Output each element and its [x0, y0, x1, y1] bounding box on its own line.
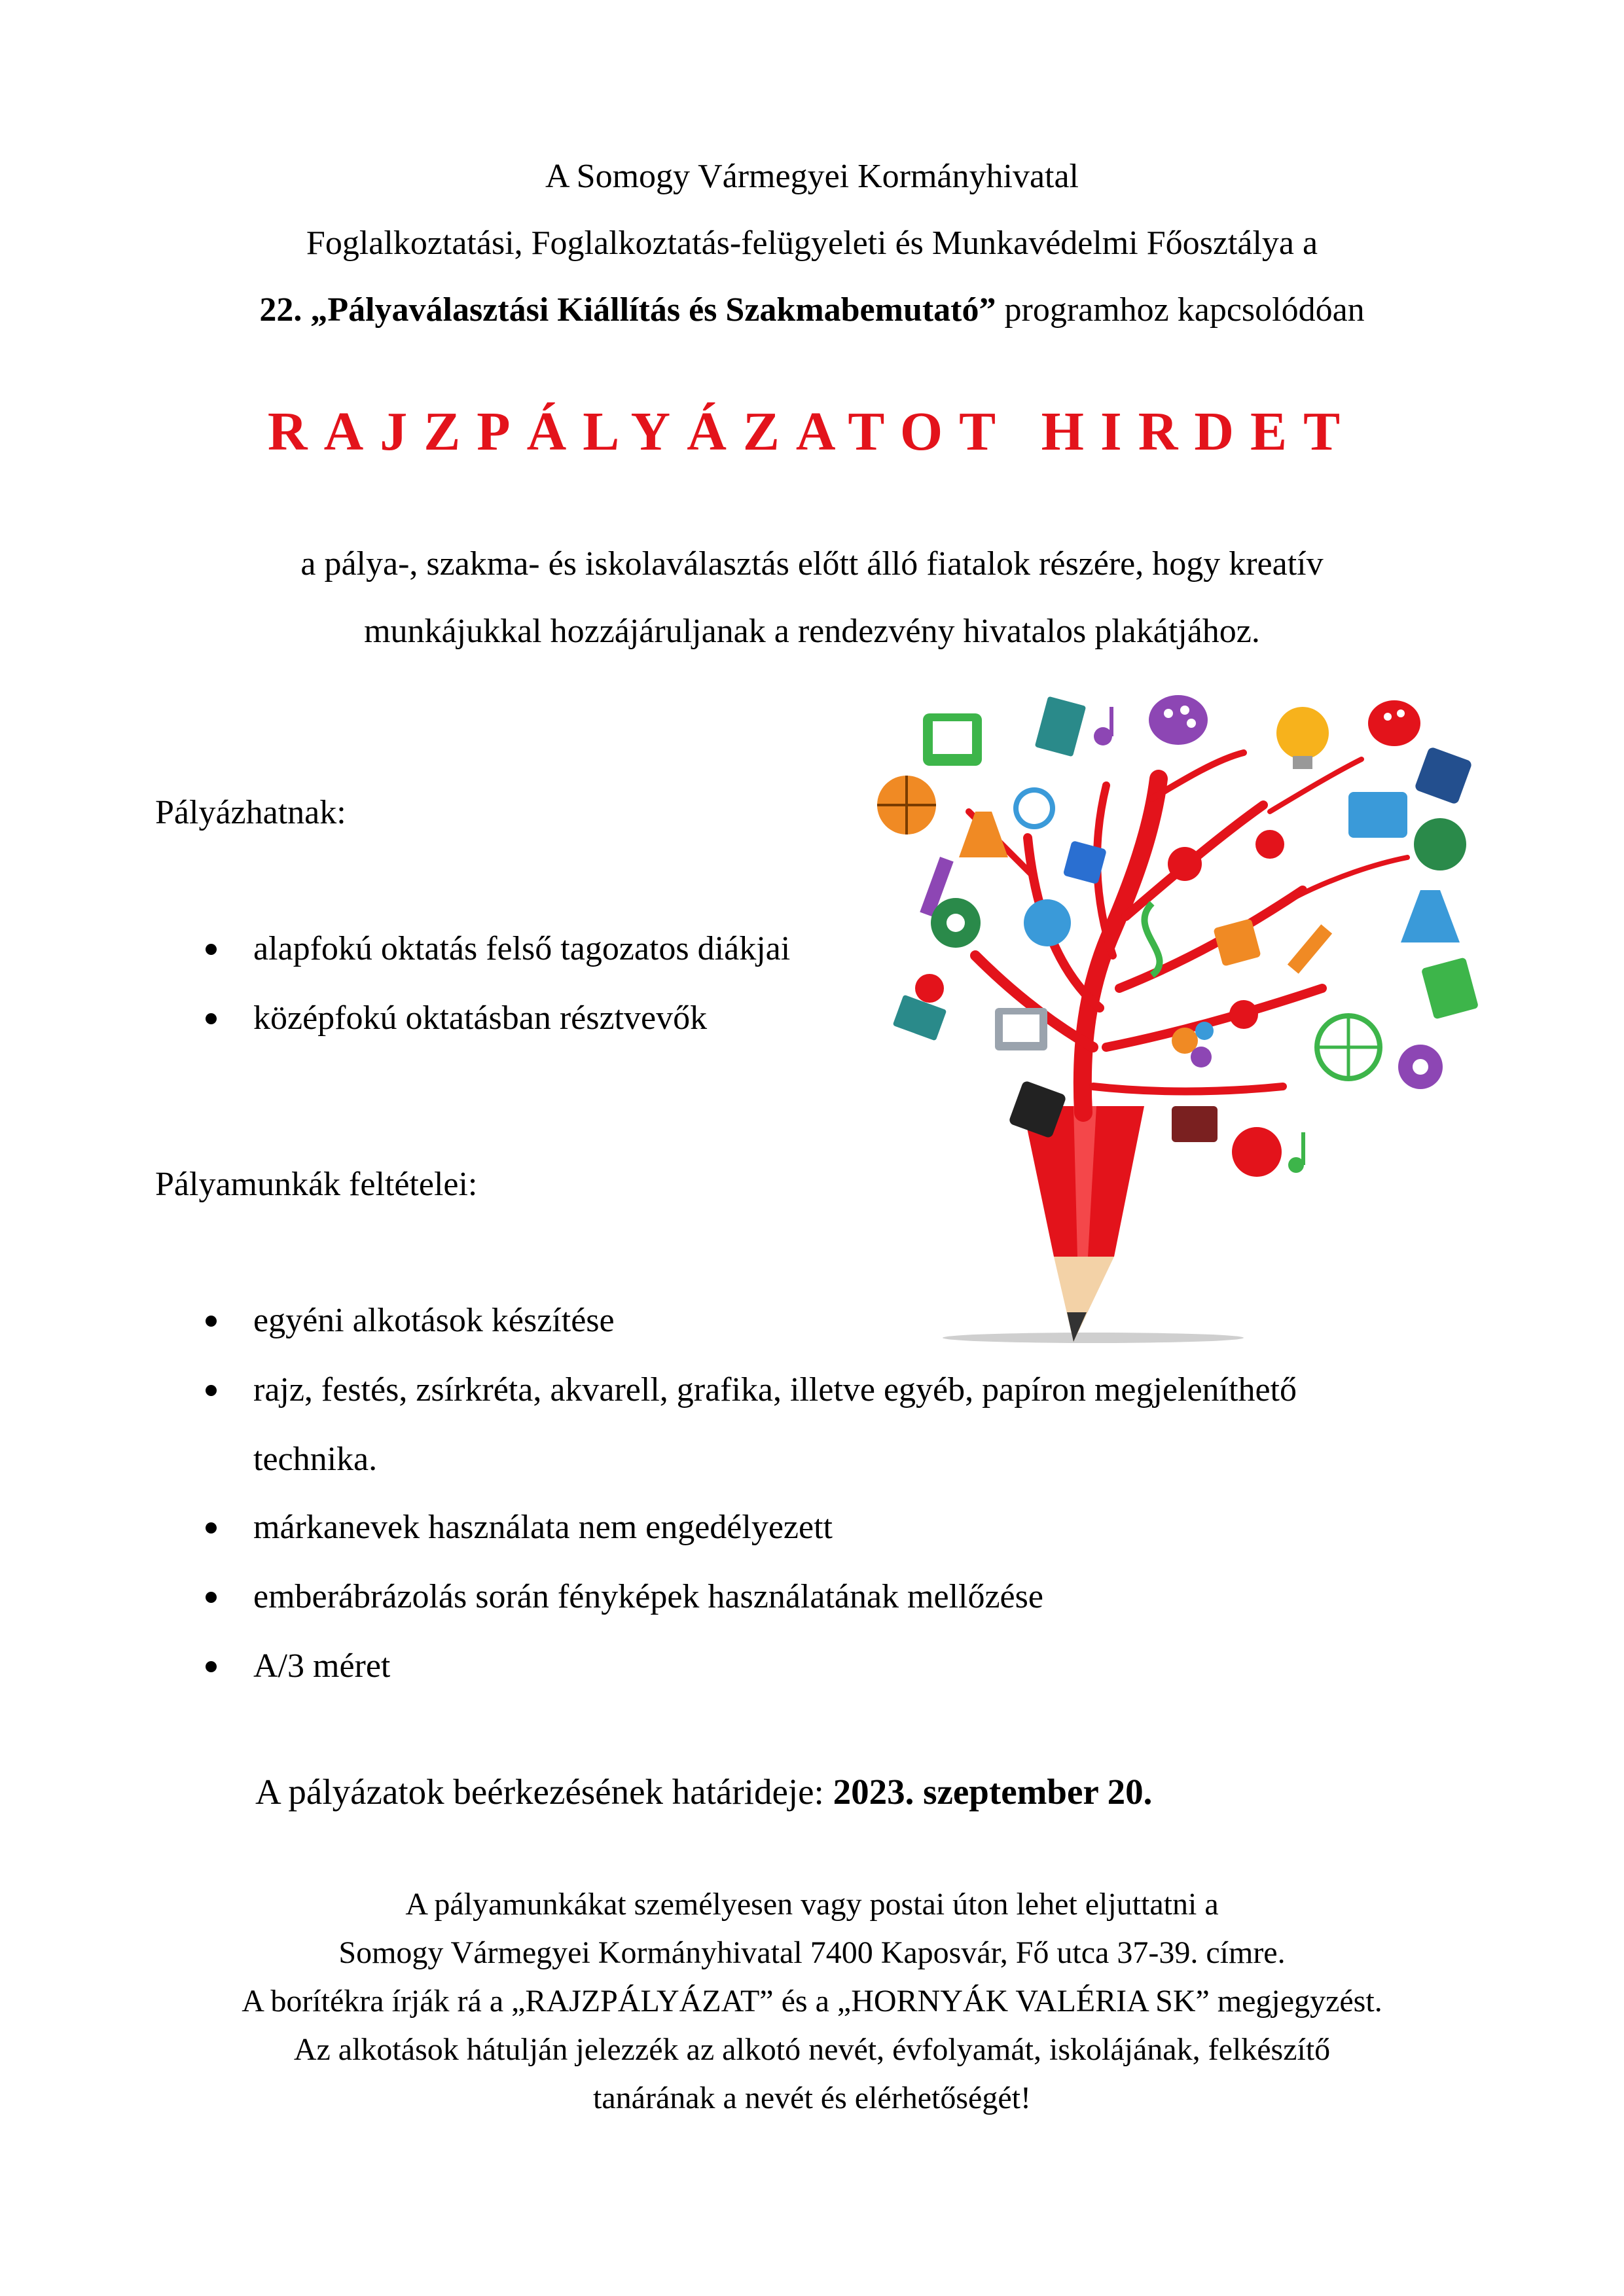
- palette-icon: [1149, 695, 1208, 745]
- flask-icon: [1401, 890, 1460, 942]
- intro-line-1: a pálya-, szakma- és iskolaválasztás előtt álló fiatalok részére, hogy kreatív: [300, 545, 1324, 583]
- book-icon: [1421, 957, 1479, 1019]
- list-item-text: rajz, festés, zsírkréta, akvarell, grafika, illetve egyéb, papíron megjeleníthető: [253, 1371, 1297, 1408]
- footer-line-5: tanárának a nevét és elérhetőségét!: [593, 2081, 1031, 2115]
- footer-line-1: A pályamunkákat személyesen vagy postai úton lehet eljuttatni a: [405, 1887, 1219, 1922]
- apple-icon: [915, 974, 944, 1003]
- apple-icon: [1232, 1127, 1282, 1177]
- basketball-icon: [877, 776, 936, 834]
- music-note-icon: [1094, 707, 1113, 745]
- list-item-text: technika.: [253, 1441, 378, 1478]
- book-icon: [893, 995, 947, 1041]
- basketball-icon: [1414, 818, 1466, 870]
- conditions-label: Pályamunkák feltételei:: [155, 1166, 478, 1203]
- pencil-tree-icon: [877, 681, 1486, 1361]
- page-title: RAJZPÁLYÁZATOT HIRDET: [267, 401, 1357, 462]
- footer-line-3: A borítékra írják rá a „RAJZPÁLYÁZAT” és a „HORNYÁK VALÉRIA SK” megjegyzést.: [242, 1984, 1382, 2018]
- treble-clef-icon: [1144, 903, 1159, 975]
- soccer-ball-icon: [1398, 1045, 1443, 1089]
- bullet-icon: [206, 1013, 217, 1024]
- list-item-text: márkanevek használata nem engedélyezett: [253, 1509, 833, 1546]
- briefcase-icon: [1348, 792, 1407, 838]
- deadline: [255, 1771, 1152, 1813]
- soccer-ball-icon: [931, 898, 981, 948]
- flask-icon: [959, 812, 1008, 857]
- footer-line-4: Az alkotások hátulján jelezzék az alkotó nevét, évfolyamát, iskolájának, felkészítő: [293, 2032, 1331, 2067]
- music-note-icon: [1288, 1132, 1305, 1173]
- apple-icon: [1168, 847, 1202, 881]
- eligible-label: Pályázhatnak:: [155, 794, 346, 831]
- header-line-3: [0, 291, 1624, 330]
- header-line-1: A Somogy Vármegyei Kormányhivatal: [545, 158, 1079, 195]
- briefcase-icon: [1172, 1106, 1218, 1142]
- list-item-text: egyéni alkotások készítése: [253, 1302, 615, 1339]
- apple-icon: [1229, 1000, 1258, 1029]
- intro-line-2: munkájukkal hozzájáruljanak a rendezvény hivatalos plakátjához.: [364, 613, 1260, 650]
- footer-line-2: Somogy Vármegyei Kormányhivatal 7400 Kaposvár, Fő utca 37-39. címre.: [338, 1935, 1286, 1970]
- bullet-icon: [206, 1522, 217, 1534]
- lightbulb-icon: [1276, 707, 1329, 769]
- monitor-icon: [923, 713, 982, 766]
- bullet-icon: [206, 1385, 217, 1396]
- bullet-icon: [206, 1592, 217, 1603]
- palette-icon: [1368, 700, 1420, 746]
- deadline-date: 2023. szeptember 20.: [833, 1772, 1153, 1812]
- list-item-text: emberábrázolás során fényképek használatának mellőzése: [253, 1578, 1043, 1615]
- abc-block-icon: [1414, 746, 1473, 805]
- lightbulb-icon: [1024, 899, 1071, 946]
- globe-icon: [1317, 1016, 1380, 1079]
- apple-icon: [1255, 830, 1284, 859]
- header-line-2: Foglalkoztatási, Foglalkoztatás-felügyeleti és Munkavédelmi Főosztálya a: [306, 224, 1318, 262]
- deadline-prefix: A pályázatok beérkezésének határideje:: [255, 1772, 833, 1812]
- list-item-text: alapfokú oktatás felső tagozatos diákjai: [253, 930, 791, 967]
- pencil-small-icon: [1288, 924, 1332, 973]
- monitor-icon: [995, 1008, 1047, 1050]
- bullet-icon: [206, 944, 217, 955]
- list-item-text: A/3 méret: [253, 1647, 391, 1685]
- pencil-wood: [1054, 1257, 1114, 1342]
- header-line-3-rest: programhoz kapcsolódóan: [996, 291, 1365, 329]
- list-item-text: középfokú oktatásban résztvevők: [253, 999, 708, 1037]
- clock-icon: [1013, 787, 1055, 829]
- shadow: [943, 1333, 1244, 1343]
- event-name: 22. „Pályaválasztási Kiállítás és Szakmabemutató”: [259, 291, 996, 329]
- book-icon: [1035, 696, 1087, 757]
- bullet-icon: [206, 1316, 217, 1327]
- bullet-icon: [206, 1661, 217, 1672]
